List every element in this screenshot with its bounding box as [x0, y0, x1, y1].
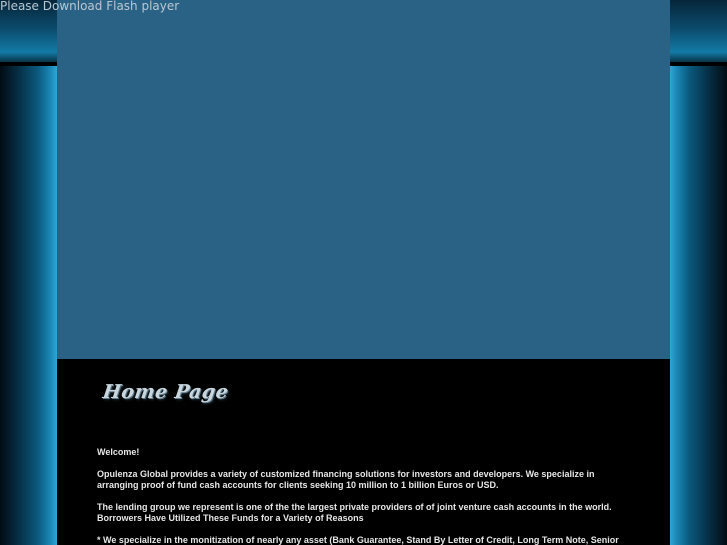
right-top-decoration — [670, 0, 727, 66]
intro-paragraph: Opulenza Global provides a variety of customized financing solutions for investors and developers. We specialize in arranging proof of fund cash accounts for clients seeking 10 million to 1 billion Euros or USD. — [97, 469, 595, 490]
left-glow-panel — [0, 66, 57, 545]
right-glow-panel — [670, 66, 727, 545]
home-page-title-logo: Home Page — [101, 381, 230, 403]
welcome-text: Welcome! — [97, 447, 140, 457]
lending-paragraph: The lending group we represent is one of the the largest private providers of of joint venture cash accounts in the world. Borrowers Have Utilized These Funds for a Variety of Reasons — [97, 502, 612, 523]
content-panel — [57, 359, 670, 545]
monetization-paragraph: * We specialize in the monitization of nearly any asset (Bank Guarantee, Stand By Letter of Credit, Long Term Note, Senior — [97, 535, 619, 545]
flash-placeholder[interactable] — [57, 0, 670, 359]
flash-download-notice[interactable]: Please Download Flash player — [0, 0, 180, 13]
main-text — [97, 447, 627, 545]
